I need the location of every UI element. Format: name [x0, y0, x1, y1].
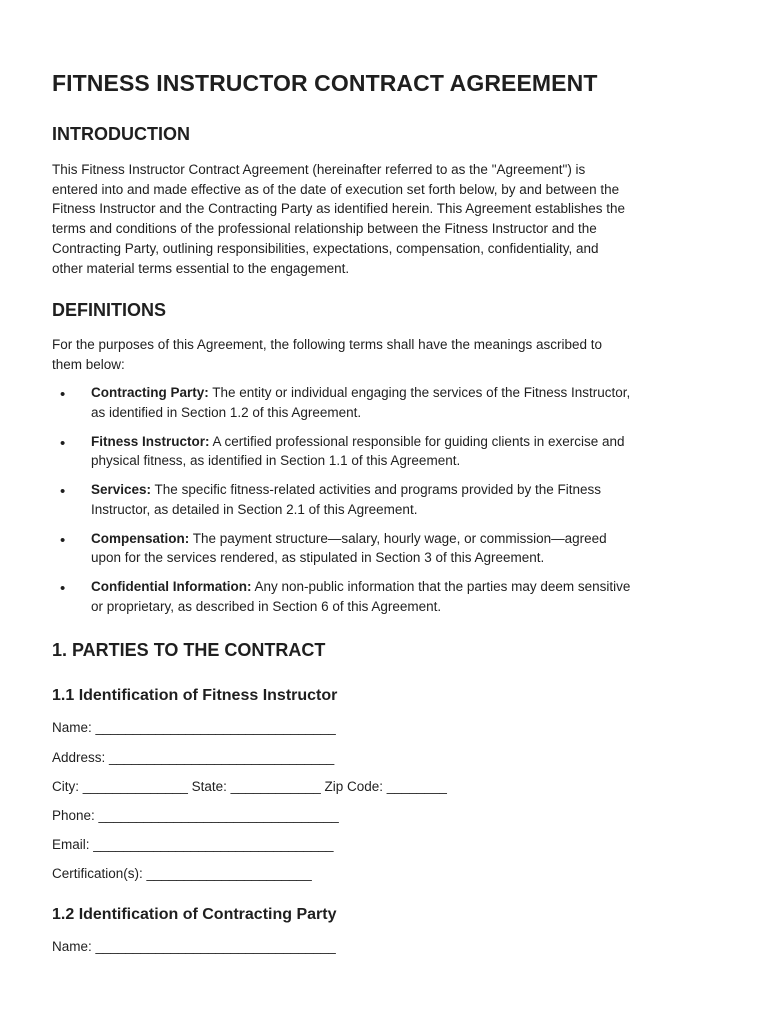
definition-term: Fitness Instructor: [91, 433, 210, 449]
definition-item [52, 480, 720, 519]
definition-item [52, 577, 720, 616]
definition-item [52, 529, 720, 568]
definition-text: The entity or individual engaging the services of the Fitness Instructor, [208, 385, 631, 400]
bullet-icon: • [60, 483, 66, 501]
document-title: FITNESS INSTRUCTOR CONTRACT AGREEMENT [52, 70, 598, 96]
definition-item [52, 432, 720, 471]
definition-term: Compensation: [91, 530, 190, 546]
contracting-party-name-field[interactable]: Name: ________________________________ [52, 939, 336, 954]
definition-item [52, 383, 720, 422]
definition-text: Instructor, as detailed in Section 2.1 of this Agreement. [91, 501, 418, 517]
definitions-intro [52, 335, 720, 374]
definition-text: upon for the services rendered, as stipulated in Section 3 of this Agreement. [91, 550, 545, 566]
definition-term: Services: [91, 482, 152, 498]
instructor-address-field[interactable]: Address: ______________________________ [52, 750, 335, 765]
definition-text: A certified professional responsible for guiding clients in exercise and [209, 433, 625, 449]
intro-line: This Fitness Instructor Contract Agreement (hereinafter referred to as the "Agreement") is [52, 162, 586, 177]
definitions-heading: DEFINITIONS [52, 300, 167, 320]
definition-term: Contracting Party: [91, 385, 209, 400]
intro-line: terms and conditions of the professional relationship between the Fitness Instructor and the [52, 221, 597, 237]
definitions-list [52, 383, 720, 626]
intro-line: Contracting Party, outlining responsibilities, expectations, compensation, confidentiality, and [52, 240, 599, 256]
intro-line: Fitness Instructor and the Contracting Party as identified herein. This Agreement establishes the [52, 201, 626, 217]
instructor-phone-field[interactable]: Phone: ________________________________ [52, 808, 339, 823]
introduction-paragraph [52, 160, 720, 278]
intro-line: other material terms essential to the engagement. [52, 260, 350, 276]
instructor-email-field[interactable]: Email: ________________________________ [52, 837, 334, 852]
definition-text: The specific fitness-related activities and programs provided by the Fitness [151, 482, 602, 498]
definition-text: Any non-public information that the parties may deem sensitive [251, 579, 631, 595]
introduction-heading: INTRODUCTION [52, 124, 190, 144]
definition-text: or proprietary, as described in Section 6 of this Agreement. [91, 599, 442, 615]
instructor-name-field[interactable]: Name: ________________________________ [52, 720, 336, 735]
definitions-intro-line: For the purposes of this Agreement, the following terms shall have the meanings ascribed to [52, 337, 603, 352]
definition-term: Confidential Information: [91, 579, 252, 595]
parties-heading: 1. PARTIES TO THE CONTRACT [52, 640, 326, 660]
definition-text: The payment structure—salary, hourly wage, or commission—agreed [189, 530, 607, 546]
instructor-certifications-field[interactable]: Certification(s): ______________________ [52, 866, 312, 881]
intro-line: entered into and made effective as of the date of execution set forth below, by and between the [52, 181, 620, 197]
contracting-party-identification-heading: 1.2 Identification of Contracting Party [52, 906, 337, 923]
bullet-icon: • [60, 531, 66, 549]
bullet-icon: • [60, 434, 66, 452]
instructor-city-state-zip-field[interactable]: City: ______________ State: ____________ Zip Code: ________ [52, 779, 447, 794]
instructor-identification-heading: 1.1 Identification of Fitness Instructor [52, 687, 338, 704]
definition-text: as identified in Section 1.2 of this Agreement. [91, 404, 362, 420]
bullet-icon: • [60, 386, 66, 403]
bullet-icon: • [60, 580, 66, 598]
definition-text: physical fitness, as identified in Section 1.1 of this Agreement. [91, 453, 461, 469]
definitions-intro-line: them below: [52, 356, 125, 372]
